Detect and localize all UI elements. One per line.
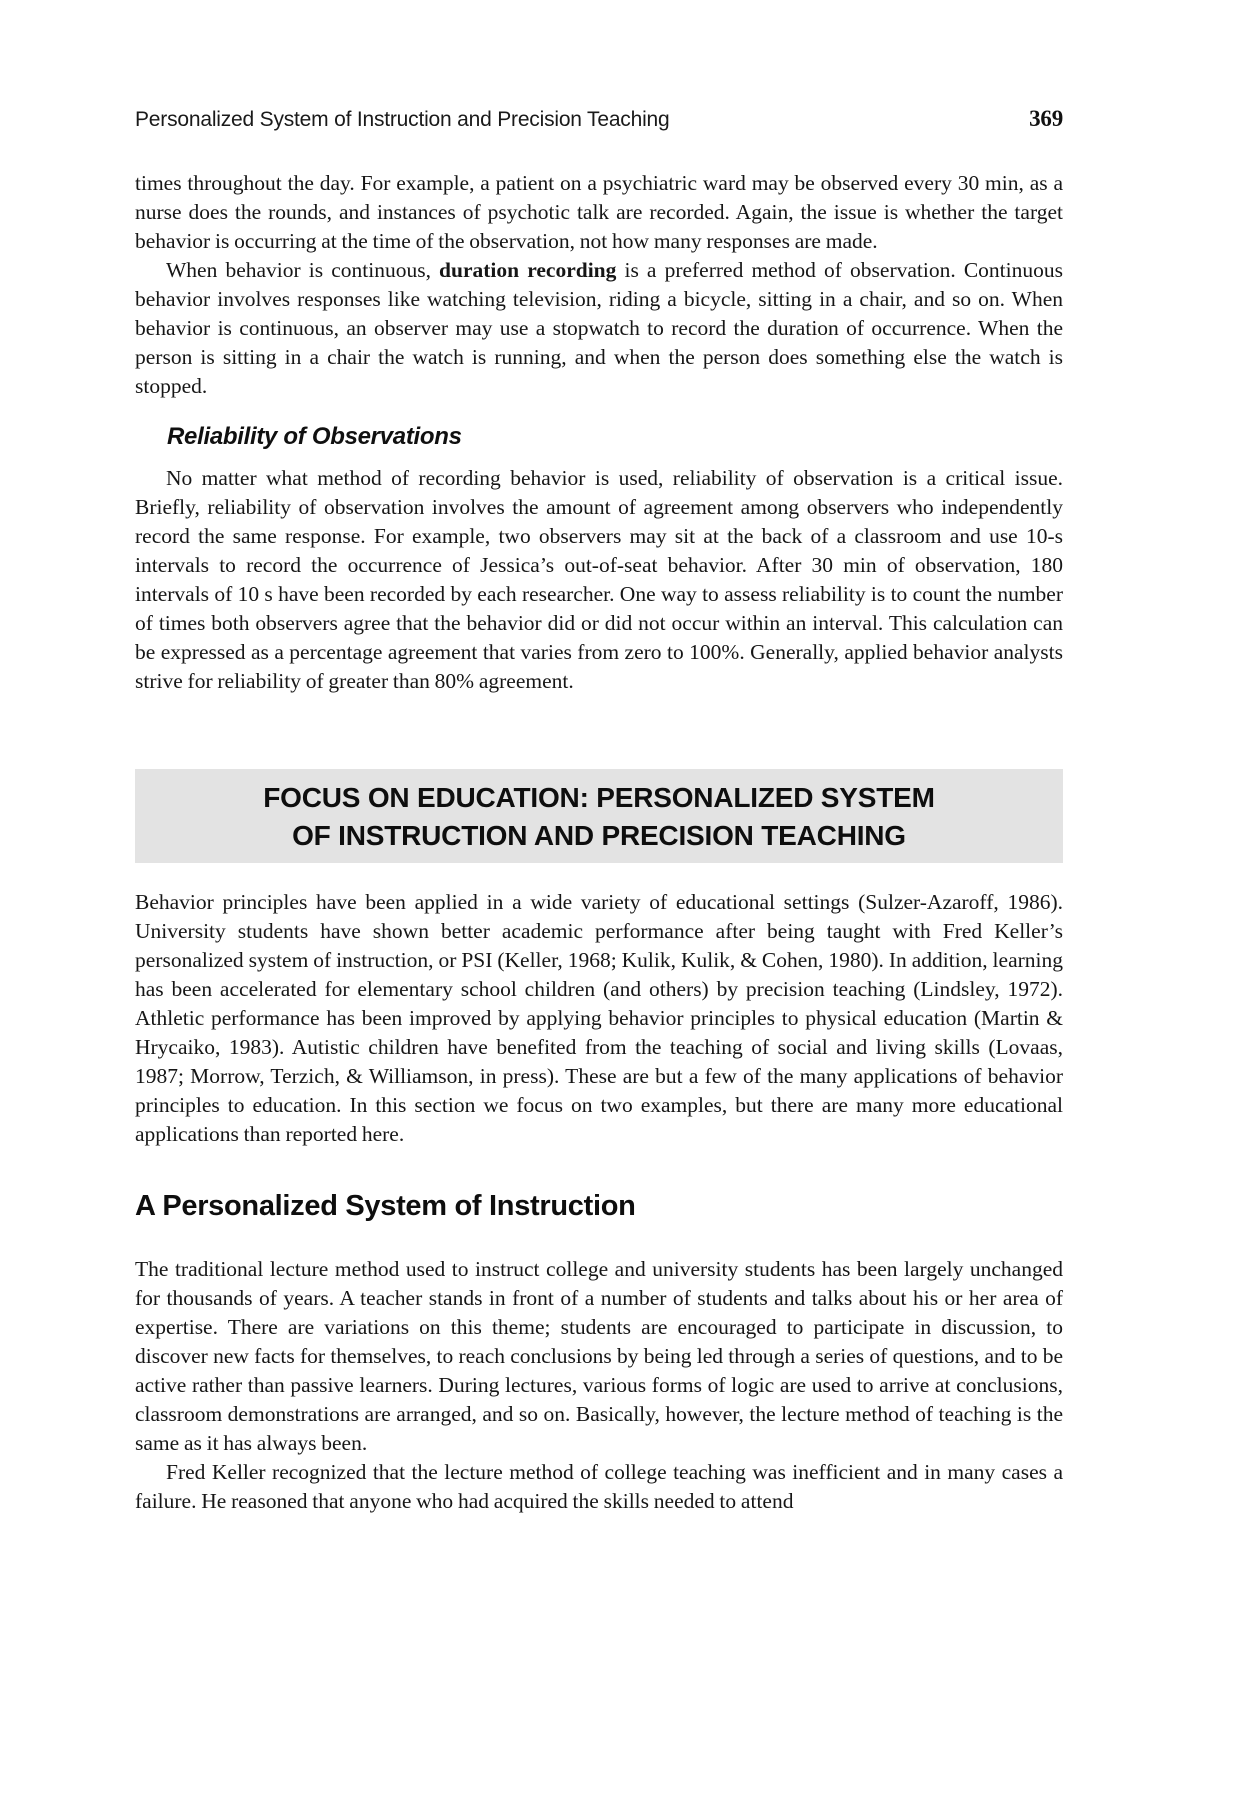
focus-box-title-line1: FOCUS ON EDUCATION: PERSONALIZED SYSTEM (263, 782, 935, 813)
focus-box-title-line2: OF INSTRUCTION AND PRECISION TEACHING (292, 820, 906, 851)
bold-term-duration-recording: duration recording (439, 258, 617, 282)
section-heading-personalized-system: A Personalized System of Instruction (135, 1190, 636, 1222)
paragraph-reliability: No matter what method of recording behavior is used, reliability of observation is a critical issue. Briefly, reliability of observation involves the amount of agreement among observers who independently record the same response. For example, two observers may sit at the back of a classroom and use 10-s intervals to record the occurrence of Jessica’s out-of-seat behavior. After 30 min of observation, 180 intervals of 10 s have been recorded by each researcher. One way to assess reliability is to count the number of times both observers agree that the behavior did or did not occur within an interval. This calculation can be expressed as a percentage agreement that varies from zero to 100%. Generally, applied behavior analysts strive for reliability of greater than 80% agreement. (135, 466, 1063, 693)
paragraph-duration-after: is a preferred method of observation. Continuous behavior involves responses like watching television, riding a bicycle, sitting in a chair, and so on. When behavior is continuous, an observer may use a stopwatch to record the duration of occurrence. When the person is sitting in a chair the watch is running, and when the person does something else the watch is stopped. (135, 258, 1063, 398)
paragraph-traditional-lecture: The traditional lecture method used to instruct college and university students has been largely unchanged for thousands of years. A teacher stands in front of a number of students and talks about his or her area of expertise. There are variations on this theme; students are encouraged to participate in discussion, to discover new facts for themselves, to reach conclusions by being led through a series of questions, and to be active rather than passive learners. During lectures, various forms of logic are used to arrive at conclusions, classroom demonstrations are arranged, and so on. Basically, however, the lecture method of teaching is the same as it has always been. (135, 1257, 1063, 1455)
running-header (135, 106, 1063, 133)
page-number: 369 (1029, 106, 1063, 131)
text-column (135, 0, 1063, 1516)
paragraph-fred-keller: Fred Keller recognized that the lecture method of college teaching was inefficient and in many cases a failure. He reasoned that anyone who had acquired the skills needed to attend (135, 1460, 1063, 1513)
paragraph-behavior-principles: Behavior principles have been applied in a wide variety of educational settings (Sulzer-Azaroff, 1986). University students have shown better academic performance after being taught with Fred Keller’s personalized system of instruction, or PSI (Keller, 1968; Kulik, Kulik, & Cohen, 1980). In addition, learning has been accelerated for elementary school children (and others) by precision teaching (Lindsley, 1972). Athletic performance has been improved by applying behavior principles to physical education (Martin & Hrycaiko, 1983). Autistic children have benefited from the teaching of social and living skills (Lovaas, 1987; Morrow, Terzich, & Williamson, in press). These are but a few of the many applications of behavior principles to education. In this section we focus on two examples, but there are many more educational applications than reported here. (135, 890, 1063, 1146)
section-heading-reliability: Reliability of Observations (167, 423, 462, 450)
paragraph-duration-recording (135, 256, 1063, 401)
paragraph-observation-times: times throughout the day. For example, a patient on a psychiatric ward may be observed every 30 min, as a nurse does the rounds, and instances of psychotic talk are recorded. Again, the issue is whether the target behavior is occurring at the time of the observation, not how many responses are made. (135, 171, 1063, 253)
paragraph-duration-before: When behavior is continuous, (166, 258, 440, 282)
running-head-title: Personalized System of Instruction and Precision Teaching (135, 108, 670, 131)
focus-on-education-box (135, 769, 1063, 863)
